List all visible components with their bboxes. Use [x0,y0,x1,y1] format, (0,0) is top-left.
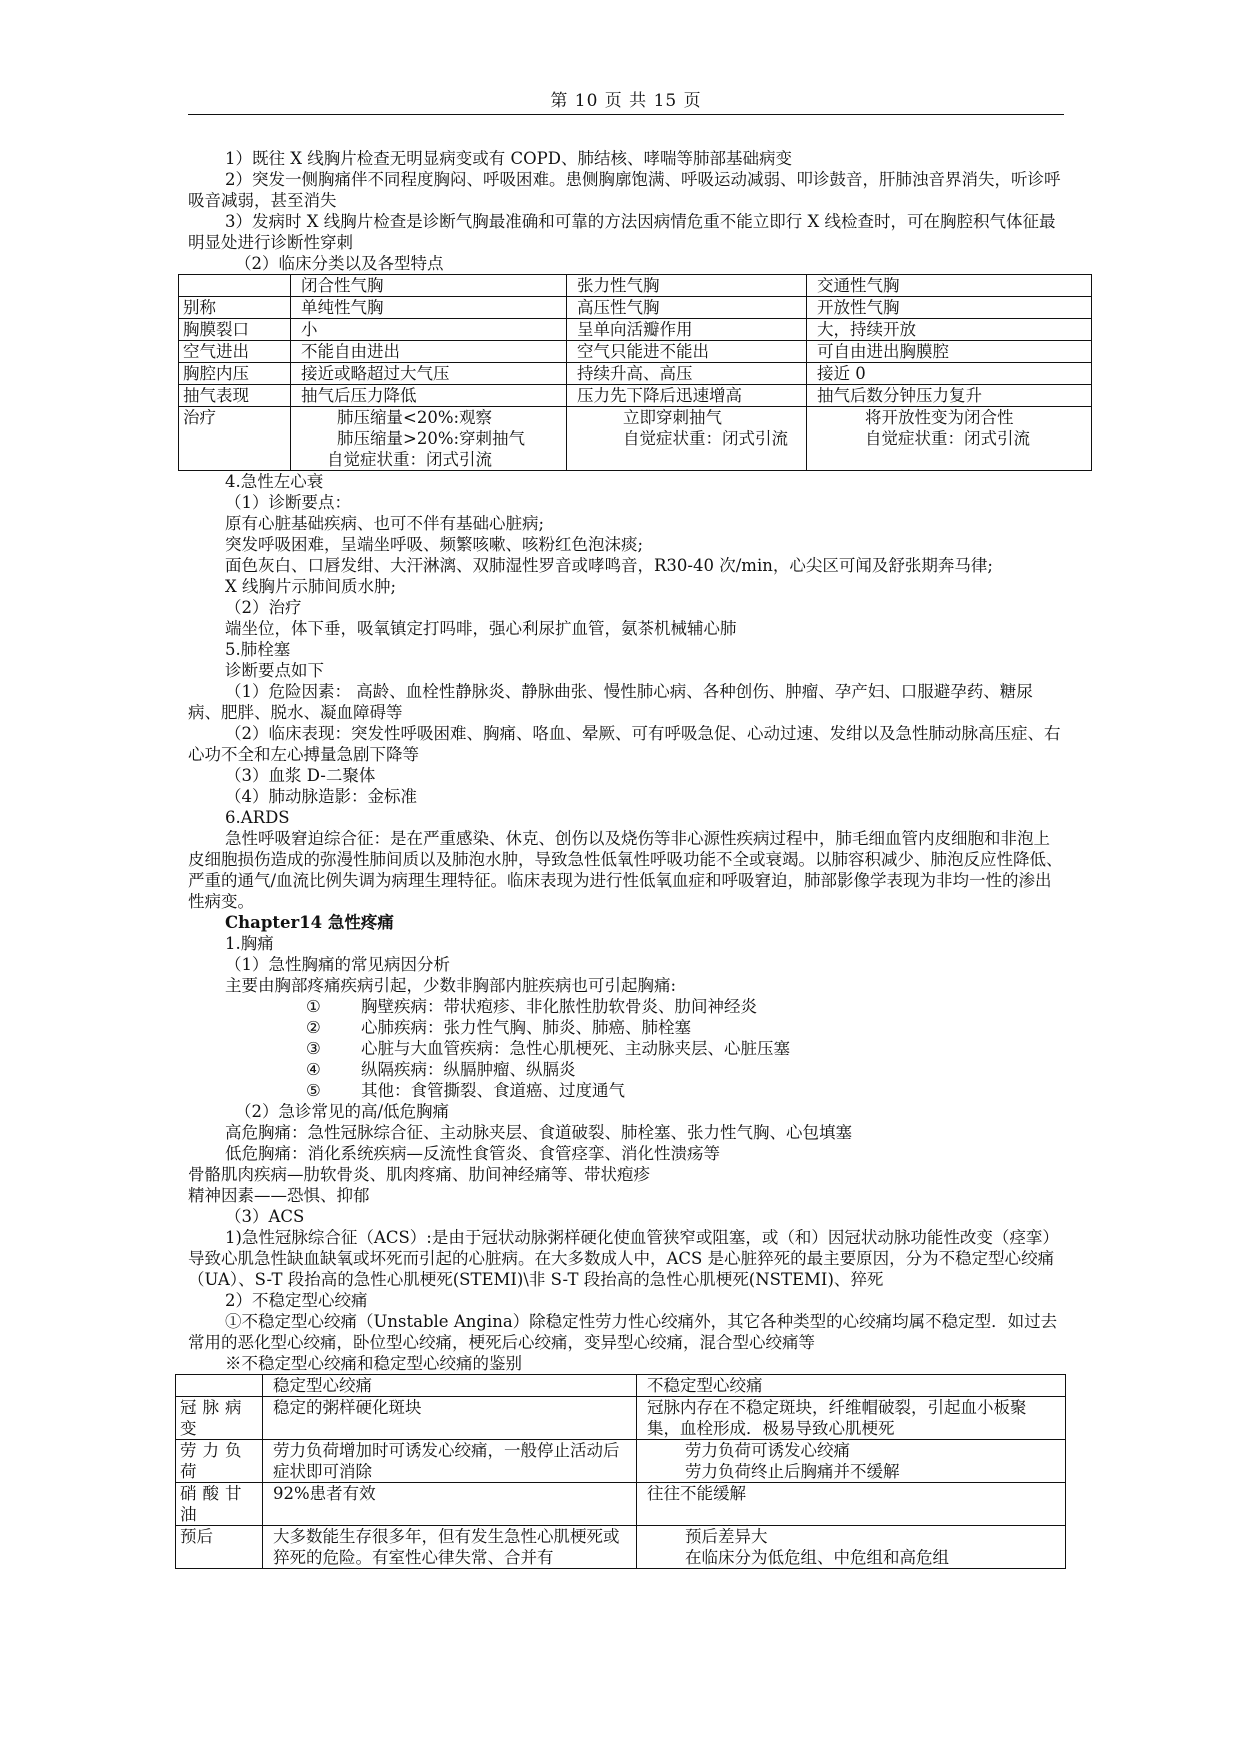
table-cell: 闭合性气胸 [291,275,567,297]
table-cell: 开放性气胸 [807,297,1092,319]
table-row [176,1483,1066,1526]
list-item [188,1038,1064,1059]
paragraph: ①不稳定型心绞痛（Unstable Angina）除稳定性劳力性心绞痛外，其它各种类型的心绞痛均属不稳定型．如过去常用的恶化型心绞痛，卧位型心绞痛，梗死后心绞痛，变异型心绞痛，混合型心绞痛等 [188,1312,1058,1352]
table-cell: 高压性气胸 [567,297,807,319]
table-cell: 小 [291,319,567,341]
paragraph: （2）急诊常见的高/低危胸痛 [235,1102,450,1121]
table-header-row [176,1375,1066,1397]
list-text: 胸壁疾病：带状疱疹、非化脓性肋软骨炎、肋间神经炎 [361,997,757,1016]
table-cell: 硝酸甘油 [176,1483,263,1526]
table-cell: 张力性气胸 [567,275,807,297]
table-cell: 抽气表现 [179,385,291,407]
treatment-line: 将开放性变为闭合性 [865,408,1014,427]
treatment-line: 肺压缩量>20%:穿刺抽气 [337,429,526,448]
table-cell: 抽气后数分钟压力复升 [807,385,1092,407]
paragraph: （2）临床分类以及各型特点 [235,254,444,273]
list-item [188,1017,1064,1038]
cell-line: 预后差异大 [685,1527,768,1546]
paragraph: （1）诊断要点： [225,493,351,512]
angina-table [175,1374,1066,1569]
table-cell [176,1375,263,1397]
paragraph: 突发呼吸困难，呈端坐呼吸、频繁咳嗽、咳粉红色泡沫痰; [225,535,644,554]
table-cell: 空气进出 [179,341,291,363]
table-cell: 胸腔内压 [179,363,291,385]
table-cell [637,1440,1066,1483]
list-number: ④ [306,1060,321,1079]
table-row [179,319,1092,341]
paragraph: 骨骼肌肉疾病—肋软骨炎、肌肉疼痛、肋间神经痛等、带状疱疹 [188,1165,650,1184]
table-cell: 92%患者有效 [263,1483,637,1526]
table-cell [807,407,1092,471]
cell-line: 劳力负荷终止后胸痛并不缓解 [685,1462,900,1481]
table-cell: 大多数能生存很多年，但有发生急性心肌梗死或猝死的危险。有室性心律失常、合并有 [263,1526,637,1569]
table-row [176,1397,1066,1440]
section-heading: 1.胸痛 [225,934,274,953]
paragraph: X 线胸片示肺间质水肿; [225,577,397,596]
list-number: ① [306,997,321,1016]
table-cell: 不能自由进出 [291,341,567,363]
list-text: 其他：食管撕裂、食道癌、过度通气 [361,1081,625,1100]
table-cell: 不稳定型心绞痛 [637,1375,1066,1397]
section-heading: 6.ARDS [225,808,290,827]
table-cell: 胸膜裂口 [179,319,291,341]
table-cell: 稳定的粥样硬化斑块 [263,1397,637,1440]
table-cell: 冠脉内存在不稳定斑块，纤维帽破裂，引起血小板聚集，血栓形成．极易导致心肌梗死 [637,1397,1066,1440]
treatment-line: 肺压缩量<20%:观察 [337,408,493,427]
table-cell: 单纯性气胸 [291,297,567,319]
table-cell: 治疗 [179,407,291,471]
paragraph: 低危胸痛：消化系统疾病—反流性食管炎、食管痉挛、消化性溃疡等 [225,1144,720,1163]
table-cell: 大，持续开放 [807,319,1092,341]
table-cell: 抽气后压力降低 [291,385,567,407]
paragraph: （2）临床表现：突发性呼吸困难、胸痛、咯血、晕厥、可有呼吸急促、心动过速、发绀以及急性肺动脉高压症、右心功不全和左心搏量急剧下降等 [188,724,1061,764]
list-text: 心脏与大血管疾病：急性心肌梗死、主动脉夹层、心脏压塞 [361,1039,790,1058]
table-cell [567,407,807,471]
table-row [179,341,1092,363]
list-item [188,1059,1064,1080]
paragraph: （2）治疗 [225,598,302,617]
paragraph: 原有心脏基础疾病、也可不伴有基础心脏病; [225,514,545,533]
table-cell: 压力先下降后迅速增高 [567,385,807,407]
table-cell: 预后 [176,1526,263,1569]
table-cell: 交通性气胸 [807,275,1092,297]
paragraph: （3）ACS [225,1207,305,1226]
list-number: ② [306,1018,321,1037]
table-row-treatment [179,407,1092,471]
table-cell: 别称 [179,297,291,319]
list-number: ③ [306,1039,321,1058]
treatment-line: 自觉症状重：闭式引流 [327,450,492,469]
cause-list [188,996,1064,1101]
table-header-row [179,275,1092,297]
paragraph: 3）发病时 X 线胸片检查是诊断气胸最准确和可靠的方法因病情危重不能立即行 X 线检查时，可在胸腔积气体征最明显处进行诊断性穿刺 [188,212,1056,252]
table-cell: 空气只能进不能出 [567,341,807,363]
table-cell: 劳力负荷 [176,1440,263,1483]
section-heading: 5.肺栓塞 [225,640,291,659]
table-cell: 接近 0 [807,363,1092,385]
list-text: 纵隔疾病：纵膈肿瘤、纵膈炎 [361,1060,576,1079]
table-cell: 稳定型心绞痛 [263,1375,637,1397]
list-item [188,1080,1064,1101]
paragraph: 急性呼吸窘迫综合征：是在严重感染、休克、创伤以及烧伤等非心源性疾病过程中，肺毛细血管内皮细胞和非泡上皮细胞损伤造成的弥漫性肺间质以及肺泡水肿，导致急性低氧性呼吸功能不全或衰竭。以肺容积减少、肺泡反应性降低、严重的通气/血流比例失调为病理生理特征。临床表现为进行性低氧血症和呼吸窘迫，肺部影像学表现为非均一性的渗出性病变。 [188,829,1063,911]
table-cell: 劳力负荷增加时可诱发心绞痛，一般停止活动后症状即可消除 [263,1440,637,1483]
treatment-line: 自觉症状重：闭式引流 [865,429,1030,448]
paragraph: 2）突发一侧胸痛伴不同程度胸闷、呼吸困难。患侧胸廓饱满、呼吸运动减弱、叩诊鼓音，肝肺浊音界消失，听诊呼吸音减弱，甚至消失 [188,170,1061,210]
table-cell: 持续升高、高压 [567,363,807,385]
table-cell: 可自由进出胸膜腔 [807,341,1092,363]
table-cell: 往往不能缓解 [637,1483,1066,1526]
page-header: 第 10 页 共 15 页 [550,91,702,111]
table-cell [179,275,291,297]
table-row [176,1440,1066,1483]
table-cell: 接近或略超过大气压 [291,363,567,385]
table-cell: 冠脉病变 [176,1397,263,1440]
paragraph: （1）危险因素： 高龄、血栓性静脉炎、静脉曲张、慢性肺心病、各种创伤、肿瘤、孕产妇、口服避孕药、糖尿病、肥胖、脱水、凝血障碍等 [188,682,1033,722]
paragraph: 2）不稳定型心绞痛 [225,1291,368,1310]
list-number: ⑤ [306,1081,321,1100]
paragraph: 端坐位，体下垂，吸氧镇定打吗啡，强心利尿扩血管，氨茶机械辅心肺 [225,619,737,638]
header-rule [188,114,1064,115]
paragraph: 1）既往 X 线胸片检查无明显病变或有 COPD、肺结核、哮喘等肺部基础病变 [225,149,792,168]
cell-line: 劳力负荷可诱发心绞痛 [685,1441,850,1460]
paragraph: 高危胸痛：急性冠脉综合征、主动脉夹层、食道破裂、肺栓塞、张力性气胸、心包填塞 [225,1123,852,1142]
paragraph: 1)急性冠脉综合征（ACS）:是由于冠状动脉粥样硬化使血管狭窄或阻塞，或（和）因冠状动脉功能性改变（痉挛）导致心肌急性缺血缺氧或坏死而引起的心脏病。在大多数成人中，ACS 是心脏猝死的最主要原因，分为不稳定型心绞痛（UA）、S-T 段抬高的急性心肌梗死(STEMI)\非 S-T 段抬高的急性心肌梗死(NSTEMI)、猝死 [188,1228,1059,1289]
paragraph: 精神因素——恐惧、抑郁 [188,1186,370,1205]
table-row [179,363,1092,385]
section-heading: 4.急性左心衰 [225,472,324,491]
paragraph: 诊断要点如下 [225,661,324,680]
paragraph: （3）血浆 D-二聚体 [225,766,376,785]
paragraph: （4）肺动脉造影：金标准 [225,787,417,806]
table-cell [637,1526,1066,1569]
chapter-title: Chapter14 急性疼痛 [225,913,394,932]
table-row [176,1526,1066,1569]
table-row [179,297,1092,319]
table-row [179,385,1092,407]
paragraph: （1）急性胸痛的常见病因分析 [225,955,450,974]
treatment-line: 立即穿刺抽气 [623,408,722,427]
cell-line: 在临床分为低危组、中危组和高危组 [685,1548,949,1567]
table-cell [291,407,567,471]
list-text: 心肺疾病：张力性气胸、肺炎、肺癌、肺栓塞 [361,1018,691,1037]
list-item [188,996,1064,1017]
paragraph: 面色灰白、口唇发绀、大汗淋漓、双肺湿性罗音或哮鸣音，R30-40 次/min，心尖区可闻及舒张期奔马律; [225,556,993,575]
paragraph: ※不稳定型心绞痛和稳定型心绞痛的鉴别 [225,1354,522,1373]
treatment-line: 自觉症状重：闭式引流 [623,429,788,448]
page-content [180,148,1064,1569]
pneumothorax-table [178,274,1092,471]
paragraph: 主要由胸部疼痛疾病引起，少数非胸部内脏疾病也可引起胸痛: [225,976,677,995]
table-cell: 呈单向活瓣作用 [567,319,807,341]
